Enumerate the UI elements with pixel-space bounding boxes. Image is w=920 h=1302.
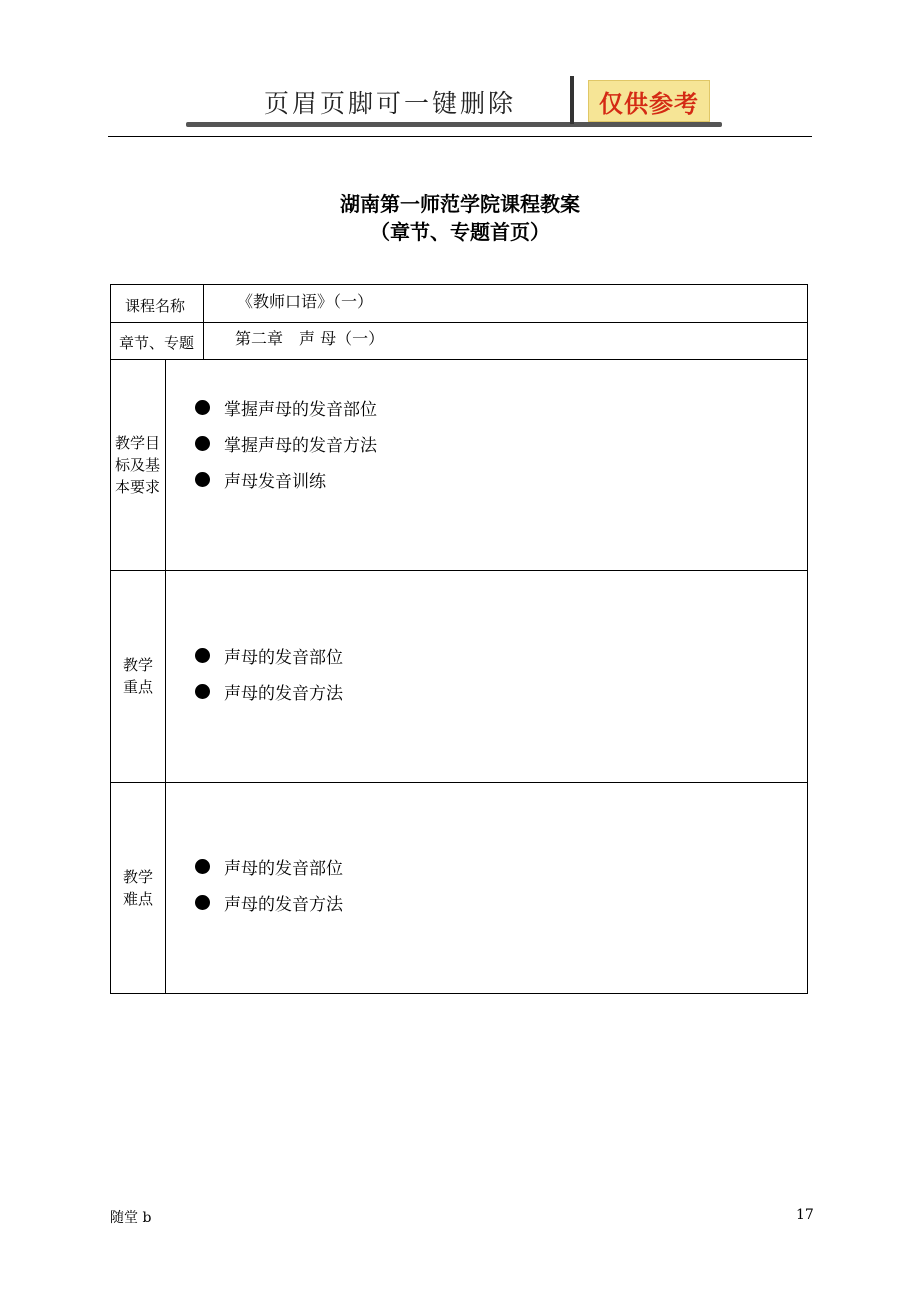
- stamp-text: 仅供参考: [599, 89, 699, 118]
- bullet-icon: [195, 648, 210, 663]
- page-title: 湖南第一师范学院课程教案: [340, 192, 580, 216]
- chapter-label: 章节、专题: [119, 334, 195, 352]
- header-banner-text: 页眉页脚可一键删除: [264, 89, 517, 118]
- section-divider: [165, 571, 166, 782]
- list-item-text: 声母的发音方法: [224, 894, 343, 915]
- list-item: [195, 389, 377, 425]
- label-line: 教学目: [115, 434, 161, 452]
- list-item: [195, 673, 343, 709]
- header-underline: [186, 122, 722, 127]
- list-item: [195, 848, 343, 884]
- bullet-icon: [195, 472, 210, 487]
- list-item-text: 声母的发音部位: [224, 647, 343, 668]
- bullet-icon: [195, 895, 210, 910]
- label-line: 难点: [123, 890, 154, 908]
- bullet-icon: [195, 859, 210, 874]
- course-name-value: 《教师口语》（一）: [237, 292, 374, 311]
- bullet-icon: [195, 436, 210, 451]
- course-name-label: 课程名称: [125, 297, 186, 315]
- list-item: [195, 425, 377, 461]
- list-item: [195, 884, 343, 920]
- label-line: 教学: [123, 868, 154, 886]
- section-label-objectives: [111, 432, 165, 498]
- list-item: [195, 637, 343, 673]
- bullet-icon: [195, 684, 210, 699]
- footer-text: 随堂 b: [110, 1210, 152, 1226]
- bullet-icon: [195, 400, 210, 415]
- list-item: [195, 461, 377, 497]
- chapter-value: 第二章 声 母（一）: [235, 329, 385, 348]
- header-rule: [108, 136, 812, 137]
- list-item-text: 掌握声母的发音部位: [224, 399, 377, 420]
- label-line: 教学: [123, 656, 154, 674]
- label-line: 标及基: [115, 456, 161, 474]
- course-name-row: [111, 285, 807, 323]
- header-column-divider: [203, 285, 204, 359]
- key-points-list: [195, 637, 343, 709]
- lesson-plan-table: [110, 284, 808, 994]
- section-difficulties: [111, 783, 807, 993]
- section-objectives: [111, 359, 807, 571]
- label-line: 本要求: [115, 478, 161, 496]
- reference-stamp: [588, 80, 710, 122]
- section-divider: [165, 783, 166, 993]
- list-item-text: 掌握声母的发音方法: [224, 435, 377, 456]
- section-divider: [165, 359, 166, 570]
- page-number: 17: [796, 1207, 814, 1223]
- page-subtitle: （章节、专题首页）: [370, 220, 550, 244]
- section-label-difficulties: [111, 866, 165, 910]
- difficulties-list: [195, 848, 343, 920]
- chapter-row: [111, 322, 807, 360]
- section-label-key-points: [111, 654, 165, 698]
- list-item-text: 声母的发音部位: [224, 858, 343, 879]
- label-line: 重点: [123, 678, 154, 696]
- list-item-text: 声母的发音方法: [224, 683, 343, 704]
- header-divider: [570, 76, 574, 124]
- section-key-points: [111, 571, 807, 783]
- objectives-list: [195, 389, 377, 497]
- list-item-text: 声母发音训练: [224, 471, 326, 492]
